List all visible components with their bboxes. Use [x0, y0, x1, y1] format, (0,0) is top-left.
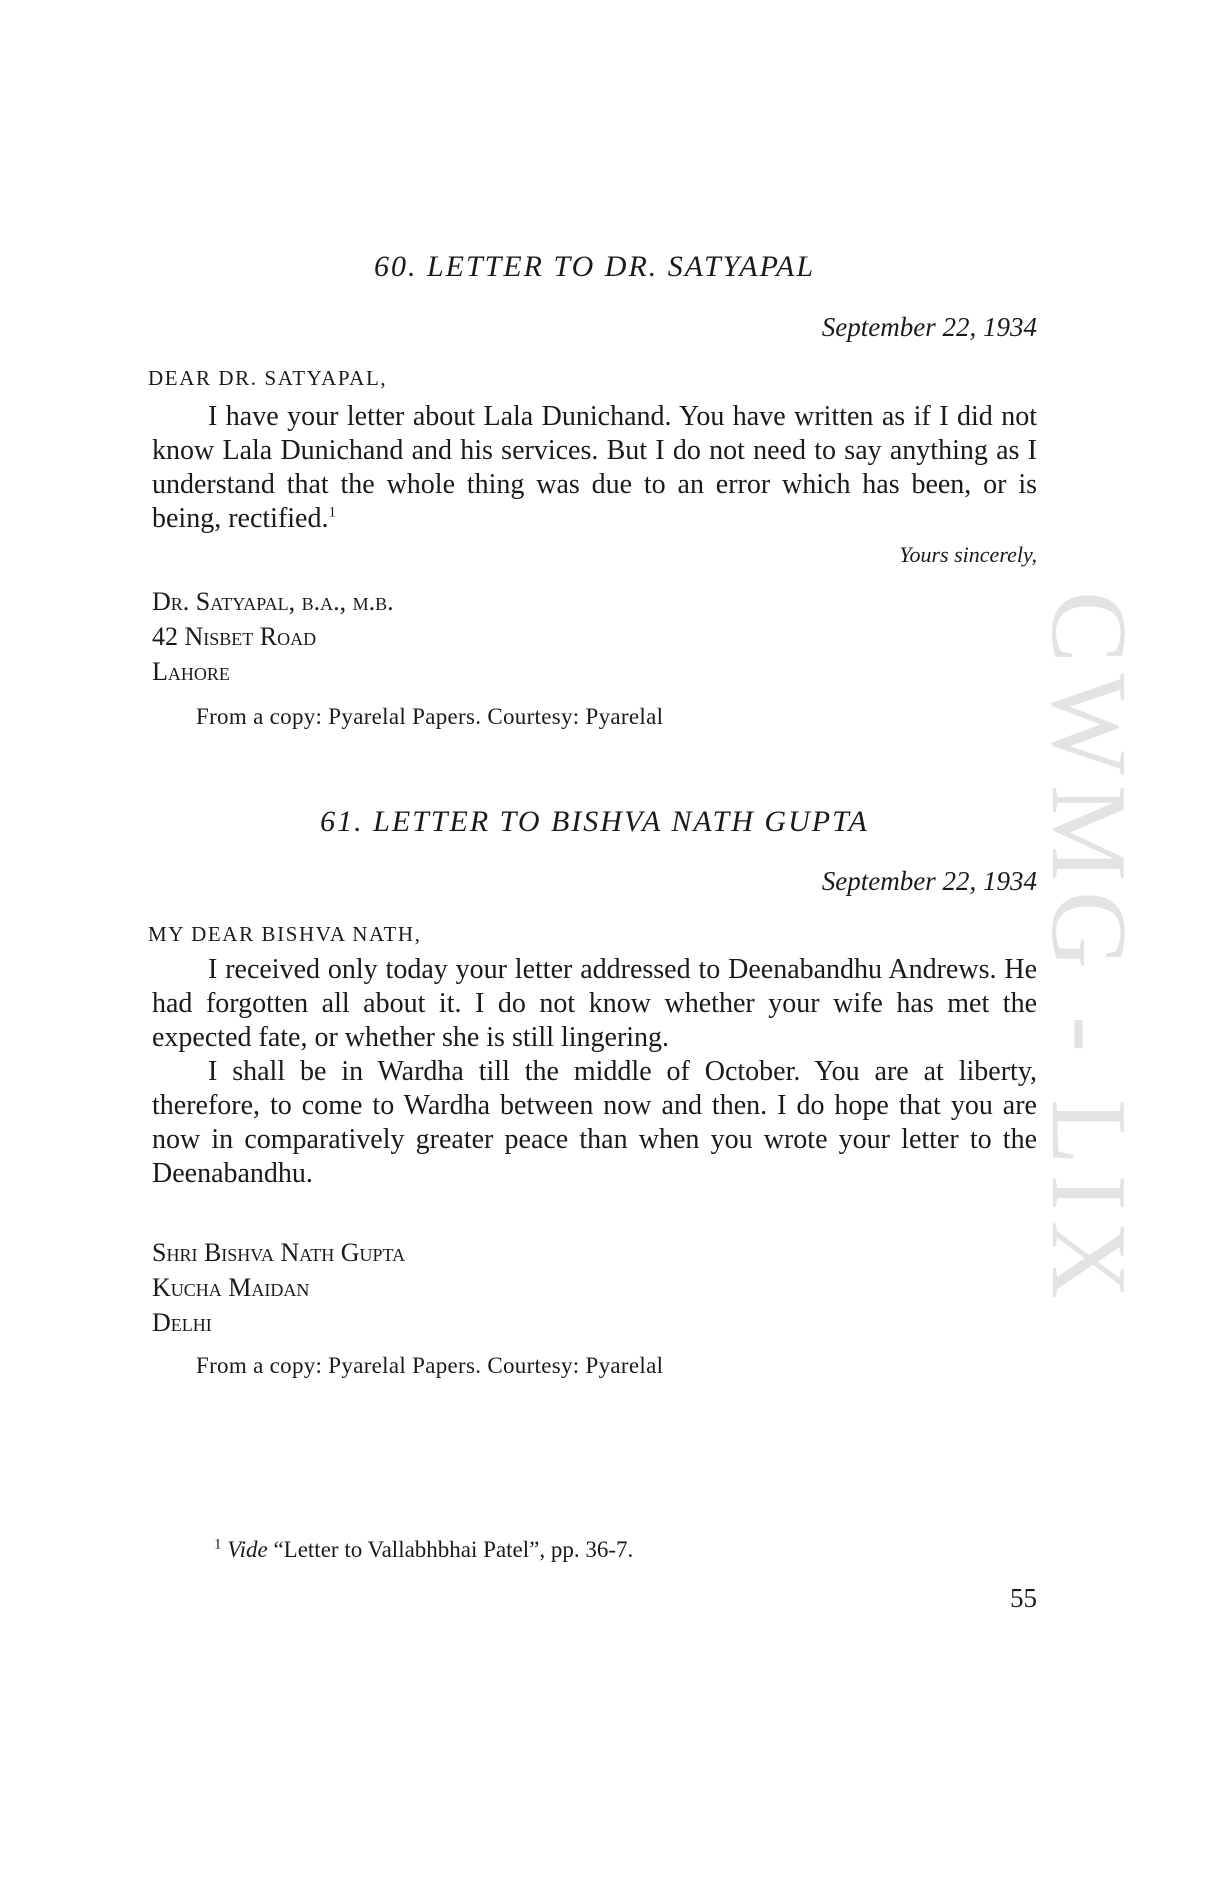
letter-60-closing: Yours sincerely,	[899, 542, 1037, 567]
letter-60-paragraph: I have your letter about Lala Dunichand. You have written as if I did not know Lala Dunichand and his services. But I do not need to say anything as I understand that the whole thing was due to an error which has been, or is being, rectified.$^1$	[152, 401, 1037, 534]
letter-61-address	[152, 1235, 405, 1340]
watermark: CWMG - LIX	[1029, 591, 1149, 1309]
address-line: Shri Bishva Nath Gupta	[152, 1238, 406, 1267]
letter-60-address	[152, 584, 394, 689]
address-line: 42 Nisbet Road	[152, 622, 317, 651]
letter-60-title: 60. LETTER TO DR. SATYAPAL	[373, 250, 816, 283]
footnote-ref: 1	[328, 504, 336, 521]
letter-61-salutation: MY DEAR BISHVA NATH,	[148, 922, 422, 946]
letter-60-body	[152, 400, 1037, 536]
letter-61-source: From a copy: Pyarelal Papers. Courtesy: Pyarelal	[196, 1353, 664, 1378]
letter-60-date: September 22, 1934	[821, 312, 1037, 342]
address-line: Dr. Satyapal, b.a., m.b.	[152, 587, 394, 616]
address-line: Kucha Maidan	[152, 1273, 310, 1302]
letter-61-date: September 22, 1934	[821, 866, 1037, 896]
footnote	[214, 1537, 633, 1563]
letter-61-paragraph: I received only today your letter addressed to Deenabandhu Andrews. He had forgotten all about it. I do not know whether your wife has met the expected fate, or whether she is still lingering.	[152, 954, 1037, 1053]
letter-61-body	[152, 953, 1037, 1191]
letter-61-title: 61. LETTER TO BISHVA NATH GUPTA	[320, 805, 869, 838]
address-line: Lahore	[152, 657, 230, 686]
footnote-italic: Vide	[227, 1537, 268, 1562]
footnote-marker: 1	[214, 1536, 222, 1553]
letter-60-source: From a copy: Pyarelal Papers. Courtesy: Pyarelal	[196, 704, 664, 729]
page-number: 55	[1010, 1583, 1037, 1613]
address-line: Delhi	[152, 1308, 212, 1337]
footnote-text: “Letter to Vallabhbhai Patel”, pp. 36-7.	[273, 1537, 634, 1562]
letter-61-paragraph: I shall be in Wardha till the middle of October. You are at liberty, therefore, to come to Wardha between now and then. I do hope that you are now in comparatively greater peace than when you wrote your letter to the Deenabandhu.	[152, 1056, 1037, 1189]
letter-60-salutation: DEAR DR. SATYAPAL,	[148, 366, 388, 390]
